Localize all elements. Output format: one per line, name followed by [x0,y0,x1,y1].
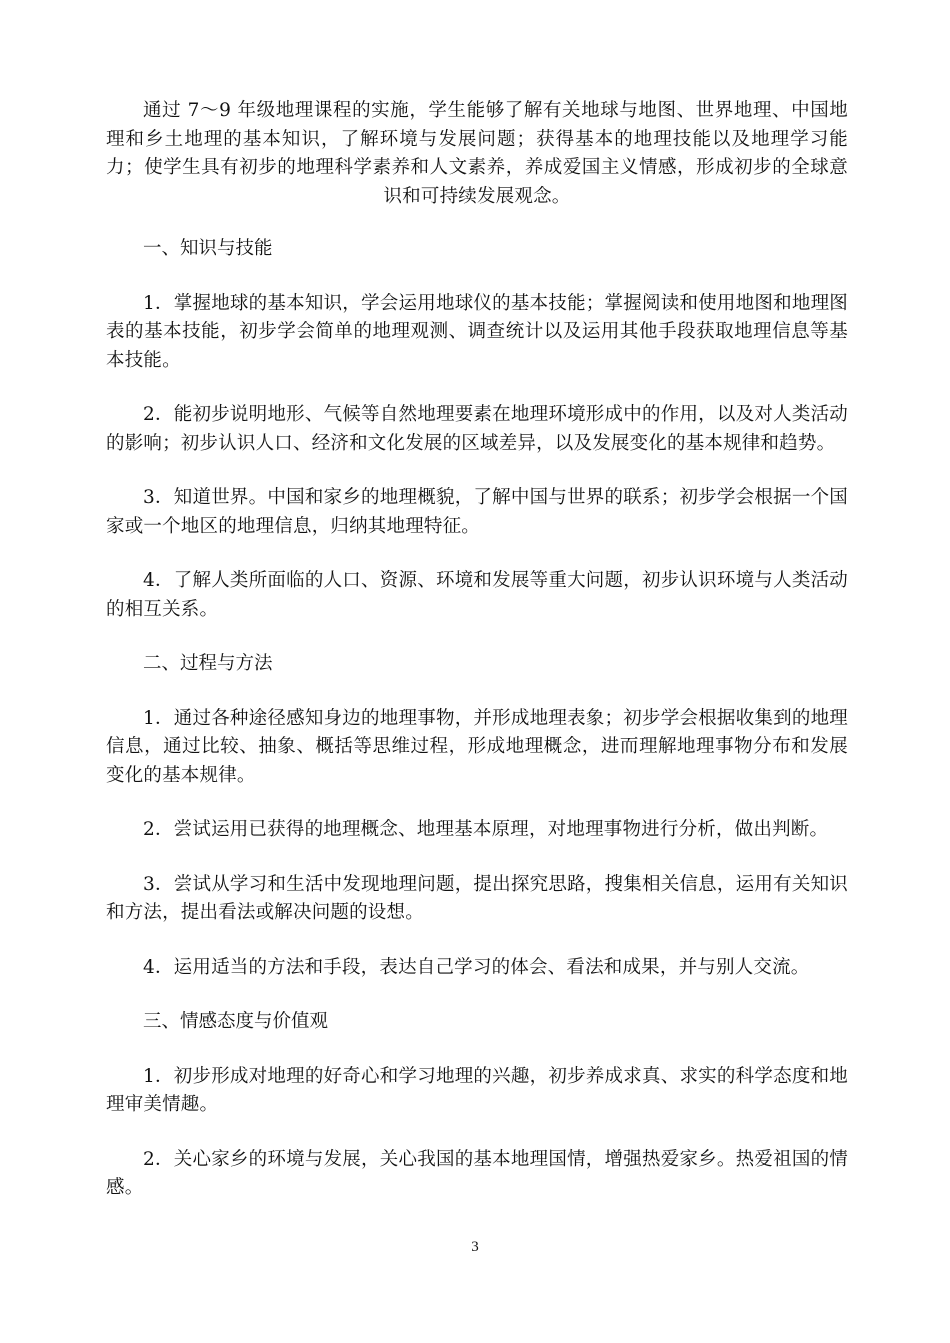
process-item-1: 1．通过各种途径感知身边的地理事物，并形成地理表象；初步学会根据收集到的地理信息，通过比较、抽象、概括等思维过程，形成地理概念，进而理解地理事物分布和发展变化的基本规律。 [106,707,848,786]
section-heading-attitudes-values: 三、情感态度与价值观 [143,1011,329,1032]
knowledge-item-4: 4．了解人类所面临的人口、资源、环境和发展等重大问题，初步认识环境与人类活动的相互关系。 [106,570,848,620]
section-heading-process-methods: 二、过程与方法 [143,653,273,674]
document-body [106,97,848,1203]
attitude-item-1: 1．初步形成对地理的好奇心和学习地理的兴趣，初步养成求真、求实的科学态度和地理审美情趣。 [106,1065,848,1115]
knowledge-item-3: 3．知道世界。中国和家乡的地理概貌，了解中国与世界的联系；初步学会根据一个国家或一个地区的地理信息，归纳其地理特征。 [106,487,848,537]
knowledge-item-2: 2．能初步说明地形、气候等自然地理要素在地理环境形成中的作用，以及对人类活动的影响；初步认识人口、经济和文化发展的区域差异，以及发展变化的基本规律和趋势。 [106,404,848,454]
section-heading-knowledge-skills: 一、知识与技能 [143,238,273,259]
process-item-4: 4．运用适当的方法和手段，表达自己学习的体会、看法和成果，并与别人交流。 [143,956,810,978]
process-item-3: 3．尝试从学习和生活中发现地理问题，提出探究思路，搜集相关信息，运用有关知识和方法，提出看法或解决问题的设想。 [106,873,848,923]
knowledge-item-1: 1．掌握地球的基本知识，学会运用地球仪的基本技能；掌握阅读和使用地图和地理图表的基本技能，初步学会简单的地理观测、调查统计以及运用其他手段获取地理信息等基本技能。 [106,292,848,371]
attitude-item-2: 2．关心家乡的环境与发展，关心我国的基本地理国情，增强热爱家乡。热爱祖国的情感。 [106,1148,848,1198]
process-item-2: 2．尝试运用已获得的地理概念、地理基本原理，对地理事物进行分析，做出判断。 [143,819,829,840]
page-number: 3 [471,1239,479,1255]
intro-paragraph: 通过 7～9 年级地理课程的实施，学生能够了解有关地球与地图、世界地理、中国地理和乡土地理的基本知识，了解环境与发展问题；获得基本的地理技能以及地理学习能力；使学生具有初步的地理科学素养和人文素养，养成爱国主义情感，形成初步的全球意识和可持续发展观念。 [106,100,848,207]
